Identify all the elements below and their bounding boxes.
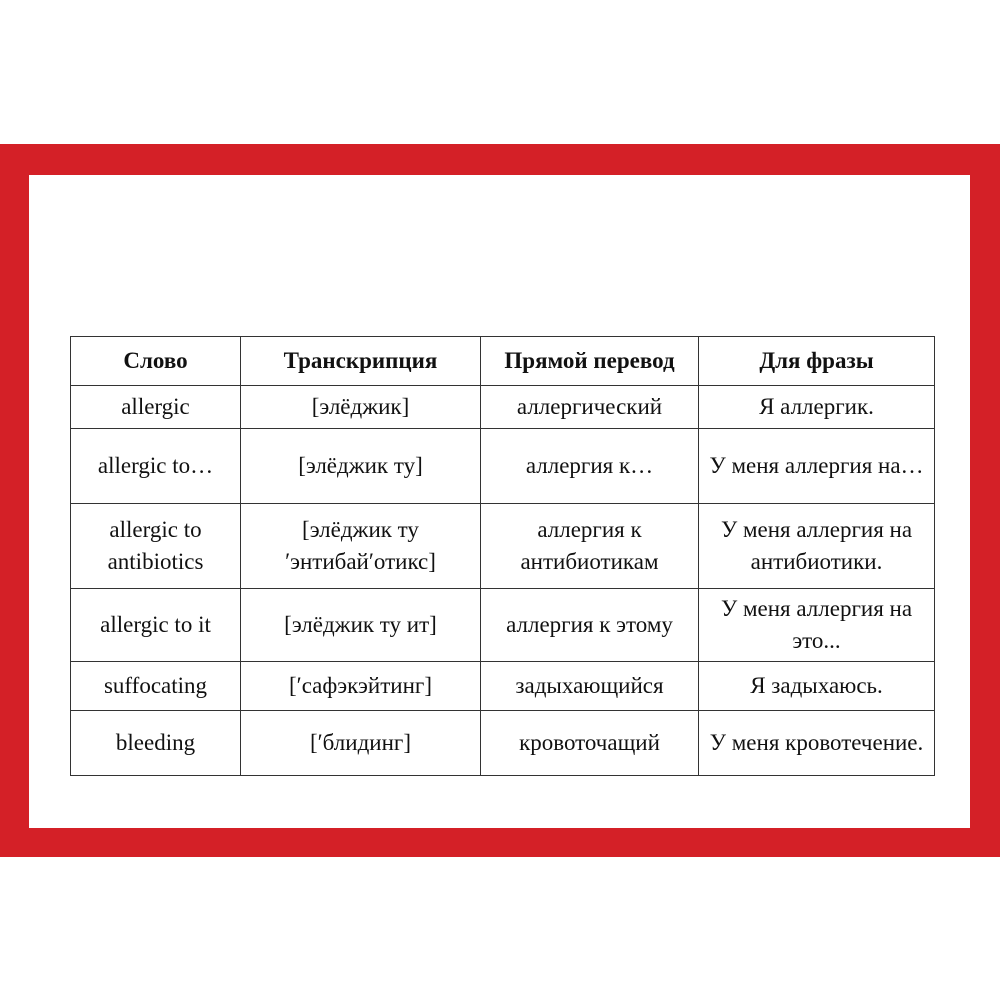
- cell-transcription: [элёджик ту ʹэнтибайʹотикс]: [241, 504, 481, 589]
- table-row: [71, 504, 935, 589]
- vocabulary-table: [70, 336, 935, 776]
- red-frame: [0, 144, 1000, 857]
- cell-transcription: [ʹсафэкэйтинг]: [241, 662, 481, 711]
- header-for-phrase: Для фразы: [699, 337, 935, 386]
- table-row: [71, 429, 935, 504]
- cell-translation: аллергия к этому: [481, 589, 699, 662]
- table-row: [71, 662, 935, 711]
- cell-word: allergic: [71, 386, 241, 429]
- cell-phrase: Я аллергик.: [699, 386, 935, 429]
- cell-phrase: У меня аллергия на антибиотики.: [699, 504, 935, 589]
- cell-word: suffocating: [71, 662, 241, 711]
- cell-phrase: У меня аллергия на это...: [699, 589, 935, 662]
- cell-translation: кровоточащий: [481, 711, 699, 776]
- cell-translation: аллергический: [481, 386, 699, 429]
- table-row: [71, 386, 935, 429]
- cell-transcription: [элёджик ту ит]: [241, 589, 481, 662]
- cell-word: allergic to it: [71, 589, 241, 662]
- cell-phrase: У меня кровотечение.: [699, 711, 935, 776]
- cell-word: bleeding: [71, 711, 241, 776]
- cell-phrase: У меня аллергия на…: [699, 429, 935, 504]
- cell-translation: аллергия к…: [481, 429, 699, 504]
- cell-transcription: [элёджик ту]: [241, 429, 481, 504]
- cell-transcription: [ʹблидинг]: [241, 711, 481, 776]
- cell-transcription: [элёджик]: [241, 386, 481, 429]
- table-header-row: [71, 337, 935, 386]
- cell-word: allergic to antibiotics: [71, 504, 241, 589]
- header-transcription: Транскрипция: [241, 337, 481, 386]
- header-word: Слово: [71, 337, 241, 386]
- cell-phrase: Я задыхаюсь.: [699, 662, 935, 711]
- table-row: [71, 711, 935, 776]
- cell-translation: задыхающийся: [481, 662, 699, 711]
- cell-translation: аллергия к антибиотикам: [481, 504, 699, 589]
- table-row: [71, 589, 935, 662]
- white-panel: [29, 175, 970, 828]
- header-direct-translation: Прямой перевод: [481, 337, 699, 386]
- cell-word: allergic to…: [71, 429, 241, 504]
